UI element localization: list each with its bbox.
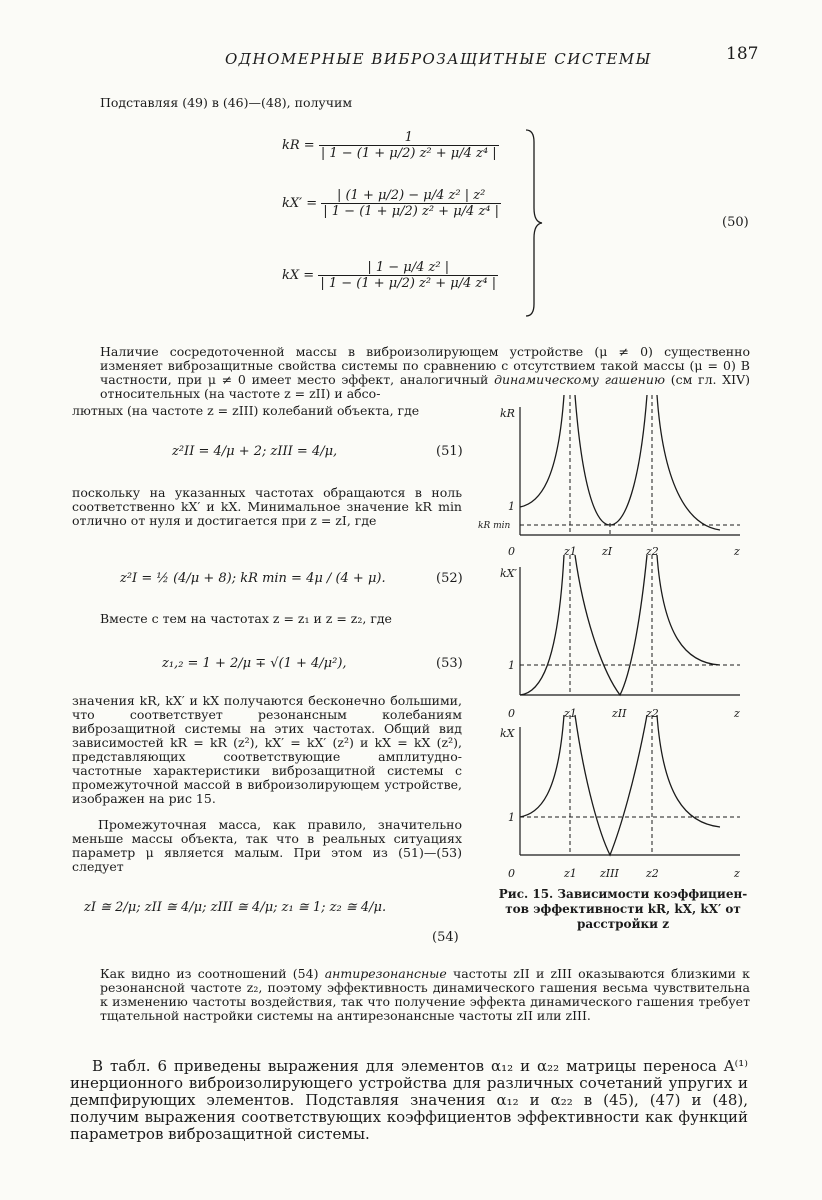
eq53: z₁,₂ = 1 + 2/μ ∓ √(1 + 4/μ²), [162,656,347,671]
eq54-number: (54) [432,930,459,945]
plot2-zaxis: z [734,707,740,720]
eq50-kR-fraction [319,130,499,161]
paragraph-antiresonance [100,967,750,1023]
plot3-ylabel: kX [500,727,515,740]
eq51: z²II = 4/μ + 2; zIII = 4/μ, [172,444,338,459]
plot2-ylabel: kX′ [500,567,517,580]
plot-kX1 [500,555,740,720]
plot2-z1: z1 [564,707,577,720]
figure-caption [478,887,768,932]
plot1-ylabel: kR [500,407,515,420]
eq50-kX-num: | 1 − μ/4 z² | [318,260,498,276]
eq50-kX1-fraction [321,188,501,219]
para1-continuation: лютных (на частоте z = zIII) колебаний объекта, где [72,403,420,418]
para1-italic: динамическому гашению [494,372,665,387]
eq50-kX1-num: | (1 + μ/2) − μ/4 z² | z² [321,188,501,204]
para6-rest: частоты zII и zIII оказываются близкими к резонансной частоте z₂, поэтому эффективность динамического гашения весьма чувствительна к изменению частоты воздействия, так что получение эффекта динамического гашения требует тщательной настройки системы на антирезонансные частоты zII или zIII. [100,966,750,1023]
plot1-zmid: zI [602,545,613,558]
paragraph-z12: Вместе с тем на частотах z = z₁ и z = z₂, где [100,611,392,626]
plot2-zmid: zII [612,707,627,720]
para6-italic: антирезонансные [324,966,447,981]
plot3-origin: 0 [508,867,515,880]
plot-kR [478,395,740,558]
eq50-kX1-den: | 1 − (1 + μ/2) z² + μ/4 z⁴ | [323,204,500,219]
eq50-kX1-label: kX′ = [282,196,318,211]
plot3-z2: z2 [646,867,659,880]
eq51-number: (51) [436,444,463,459]
eq50-kX-den: | 1 − (1 + μ/2) z² + μ/4 z⁴ | [320,276,497,291]
eq50-number: (50) [722,215,749,230]
eq52: z²I = ½ (4/μ + 8); kR min = 4μ / (4 + μ). [120,571,386,586]
running-header: ОДНОМЕРНЫЕ ВИБРОЗАЩИТНЫЕ СИСТЕМЫ [225,50,652,68]
para1-tail: (см гл. XIV) относительных (на частоте z = zII) и абсо- [100,372,750,401]
caption-line2: тов эффективности kR, kX, kX′ от [505,902,741,916]
plot3-one: 1 [508,811,515,824]
eq50-kX-fraction [318,260,498,291]
plot3-z1: z1 [564,867,577,880]
eq50-kR-label: kR = [282,138,315,153]
plot2-one: 1 [508,659,515,672]
plot1-kmin: kR min [478,521,511,531]
eq50-kX-label: kX = [282,268,315,283]
figure-15 [470,385,770,885]
eq52-number: (52) [436,571,463,586]
paragraph-small-mu: Промежуточная масса, как правило, значительно меньше массы объекта, так что в реальных ситуациях параметр μ является малым. При этом из (51)—(53) следует [72,817,462,874]
plot1-one: 1 [508,500,515,513]
plot1-zaxis: z [734,545,740,558]
eq53-number: (53) [436,656,463,671]
eq50-kX [282,260,527,291]
plot1-z2: z2 [646,545,659,558]
plot-kX [500,715,740,880]
eq54: zI ≅ 2/μ; zII ≅ 4/μ; zIII ≅ 4/μ; z₁ ≅ 1; z₂ ≅ 4/μ. [84,900,387,915]
plot2-z2: z2 [646,707,659,720]
eq50-kR-den: | 1 − (1 + μ/2) z² + μ/4 z⁴ | [320,146,497,161]
eq50-kR [282,130,527,161]
paragraph-infinite: значения kR, kX′ и kX получаются бесконечно большими, что соответствует резонансным колебаниям виброзащитной системы на этих частотах. Общий вид зависимостей kR = kR (z²), kX′ = kX′ (z²) и kX = kX (z²), представляющих соответствующие амплитудно-частотные характеристики виброзащитной системы с промежуточной массой в виброизолирующем устройстве, изображен на рис 15. [72,693,462,806]
plot1-origin: 0 [508,545,515,558]
para1-text: Наличие сосредоточенной массы в виброизолирующем устройстве (μ ≠ 0) существенно изменяет виброзащитные свойства системы по сравнению с отсутствием такой массы (μ = 0) В частности, при μ ≠ 0 имеет место эффект, аналогичный [100,344,750,387]
eq50-kR-num: 1 [319,130,499,146]
plot3-zaxis: z [734,867,740,880]
plot2-origin: 0 [508,707,515,720]
plot3-zmid: zIII [600,867,619,880]
paragraph-kmin: поскольку на указанных частотах обращаются в ноль соответственно kX′ и kX. Минимальное значение kR min отлично от нуля и достигается при z = zI, где [72,485,462,528]
caption-line1: Рис. 15. Зависимости коэффициен- [498,887,748,901]
paragraph-table6: В табл. 6 приведены выражения для элементов α₁₂ и α₂₂ матрицы переноса A⁽¹⁾ инерционного виброизолирующего устройства для различных сочетаний упругих и демпфирующих элементов. Подставляя значения α₁₂ и α₂₂ в (45), (47) и (48), получим выражения соответствующих коэффициентов эффективности как функций параметров виброзащитной системы. [70,1057,748,1143]
page-number: 187 [726,44,759,64]
intro-line: Подставляя (49) в (46)—(48), получим [100,95,353,110]
plot1-z1: z1 [564,545,577,558]
eq50-kX1 [282,188,527,219]
eq50-brace [522,128,544,318]
para6-start: Как видно из соотношений (54) [100,966,319,981]
caption-line3: расстройки z [576,917,670,931]
